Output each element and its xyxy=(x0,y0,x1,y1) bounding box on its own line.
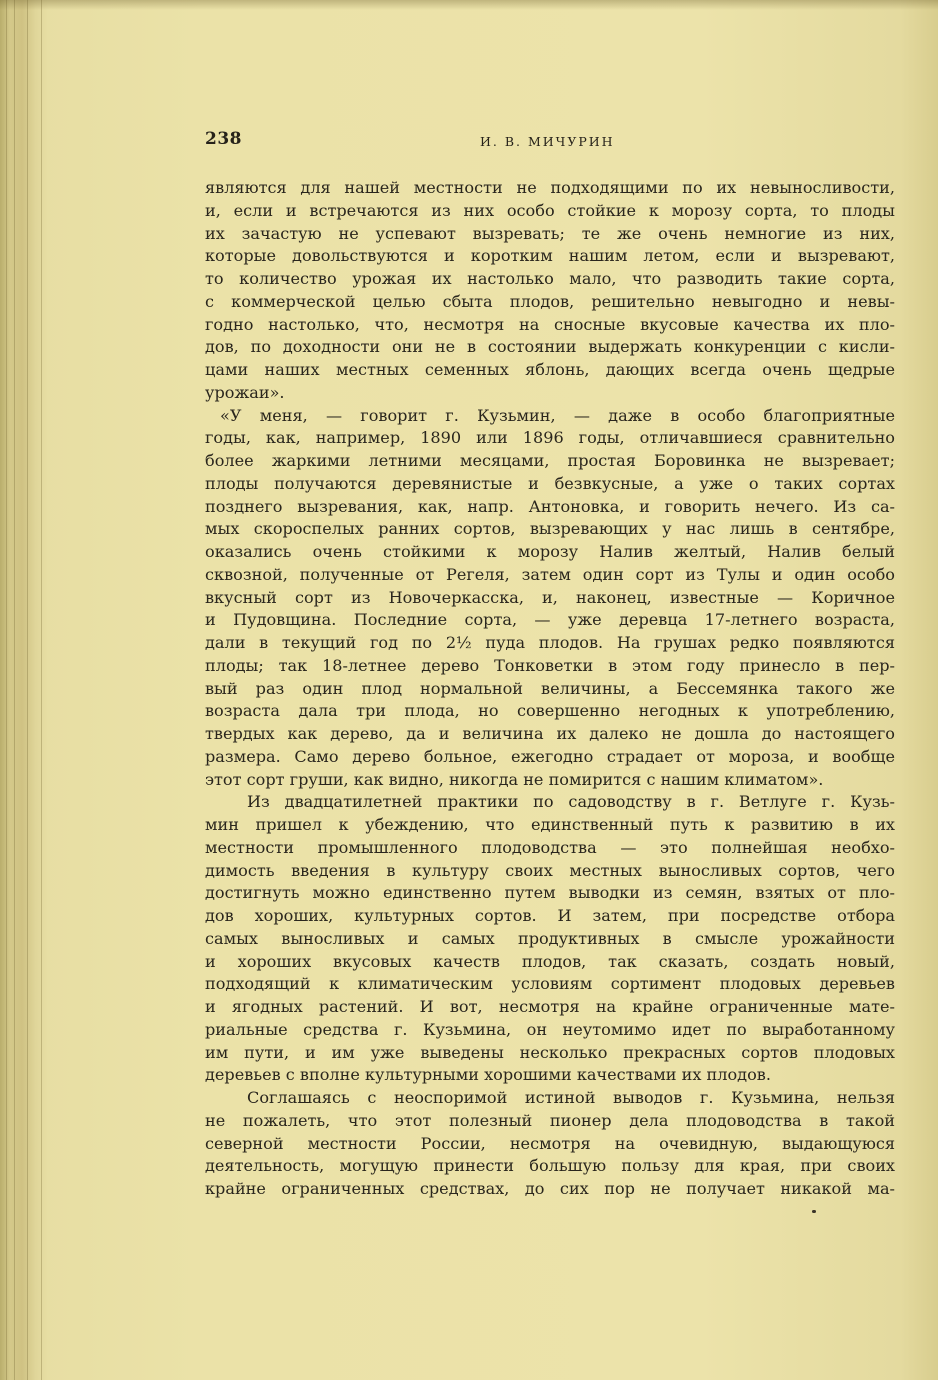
text-line: оказались очень стойкими к морозу Налив желтый, Налив белый xyxy=(205,542,895,561)
text-line: местности промышленного плодоводства — это полнейшая необхо- xyxy=(205,837,895,857)
text-line: дов хороших, культурных сортов. И затем, при посредстве отбора xyxy=(205,906,895,925)
text-line: не пожалеть, что этот полезный пионер дела плодоводства в такой xyxy=(205,1110,895,1130)
text-line: твердых как дерево, да и величина их далеко не дошла до настоящего xyxy=(205,724,895,743)
text-line: вкусный сорт из Новочеркасска, и, наконец, известные — Коричное xyxy=(205,587,895,607)
text-line: деревьев с вполне культурными хорошими качествами их плодов. xyxy=(205,1065,771,1085)
text-line: годы, как, например, 1890 или 1896 годы, отличавшиеся сравнительно xyxy=(205,428,895,448)
text-line: дали в текущий год по 2½ пуда плодов. На грушах редко появляются xyxy=(205,633,895,652)
text-line: достигнуть можно единственно путем выводки из семян, взятых от пло- xyxy=(205,883,895,903)
text-line: самых выносливых и самых продуктивных в смысле урожайности xyxy=(205,928,895,948)
text-line: «У меня, — говорит г. Кузьмин, — даже в особо благоприятные xyxy=(220,405,895,425)
text-line: мин пришел к убеждению, что единственный путь к развитию в их xyxy=(205,815,895,834)
text-line: позднего вызревания, как, напр. Антоновка, и говорить нечего. Из са- xyxy=(205,496,895,516)
page-edge-line xyxy=(27,0,28,1380)
text-line: и хороших вкусовых качеств плодов, так сказать, создать новый, xyxy=(205,951,895,971)
text-line: более жаркими летними месяцами, простая Боровинка не вызревает; xyxy=(205,451,895,470)
text-line: возраста дала три плода, но совершенно негодных к употреблению, xyxy=(205,701,895,721)
top-shadow xyxy=(0,0,938,10)
text-line: риальные средства г. Кузьмина, он неутомимо идет по выработанному xyxy=(205,1019,895,1039)
print-speck xyxy=(812,1210,816,1213)
text-line: вый раз один плод нормальной величины, а Бессемянка такого же xyxy=(205,678,895,698)
text-line: плоды; так 18-летнее дерево Тонковетки в этом году принесло в пер- xyxy=(205,655,895,675)
text-line: с коммерческой целью сбыта плодов, решительно невыгодно и невы- xyxy=(205,291,895,311)
text-line: крайне ограниченных средствах, до сих пор не получает никакой ма- xyxy=(205,1179,895,1198)
paragraph xyxy=(205,405,895,792)
running-head: И. В. МИЧУРИН xyxy=(480,134,615,149)
body-text xyxy=(205,177,895,1201)
text-line: подходящий к климатическим условиям сортимент плодовых деревьев xyxy=(205,974,895,994)
page-edge-line xyxy=(41,0,42,1380)
text-line: им пути, и им уже выведены несколько прекрасных сортов плодовых xyxy=(205,1042,895,1062)
text-line: размера. Само дерево больное, ежегодно страдает от мороза, и вообще xyxy=(205,746,895,766)
text-line: которые довольствуются и коротким нашим летом, если и вызревают, xyxy=(205,246,895,266)
text-line: этот сорт груши, как видно, никогда не помирится с нашим климатом». xyxy=(205,769,824,789)
text-line: мых скороспелых ранних сортов, вызревающих у нас лишь в сентябре, xyxy=(205,519,895,539)
text-line: являются для нашей местности не подходящими по их невыносливости, xyxy=(205,178,895,197)
page-edge-line xyxy=(14,0,15,1380)
paragraph xyxy=(205,791,895,1087)
text-line: урожаи». xyxy=(205,382,285,402)
paragraph xyxy=(205,177,895,405)
page-edge-line xyxy=(6,0,7,1380)
paragraph xyxy=(205,1087,895,1201)
page-number: 238 xyxy=(205,129,242,149)
text-line: и ягодных растений. И вот, несмотря на крайне ограниченные мате- xyxy=(205,997,895,1016)
text-line: деятельность, могущую принести большую пользу для края, при своих xyxy=(205,1156,895,1176)
text-line: димость введения в культуру своих местных выносливых сортов, чего xyxy=(205,860,895,880)
text-line: годно настолько, что, несмотря на сносные вкусовые качества их пло- xyxy=(205,314,895,334)
text-line: то количество урожая их настолько мало, что разводить такие сорта, xyxy=(205,269,895,288)
text-line: дов, по доходности они не в состоянии выдержать конкуренции с кисли- xyxy=(205,337,895,357)
text-line: и, если и встречаются из них особо стойкие к морозу сорта, то плоды xyxy=(205,200,895,220)
text-line: плоды получаются деревянистые и безвкусные, а уже о таких сортах xyxy=(205,473,895,493)
text-line: их зачастую не успевают вызревать; те же очень немногие из них, xyxy=(205,223,895,243)
page-header xyxy=(205,129,895,155)
text-line: сквозной, полученные от Регеля, затем один сорт из Тулы и один особо xyxy=(205,564,895,584)
text-line: северной местности России, несмотря на очевидную, выдающуюся xyxy=(205,1133,895,1153)
text-line: и Пудовщина. Последние сорта, — уже деревца 17-летнего возраста, xyxy=(205,610,895,630)
text-line: Из двадцатилетней практики по садоводству в г. Ветлуге г. Кузь- xyxy=(247,792,895,812)
text-line: Соглашаясь с неоспоримой истиной выводов г. Кузьмина, нельзя xyxy=(247,1088,895,1107)
text-line: цами наших местных семенных яблонь, дающих всегда очень щедрые xyxy=(205,360,895,379)
